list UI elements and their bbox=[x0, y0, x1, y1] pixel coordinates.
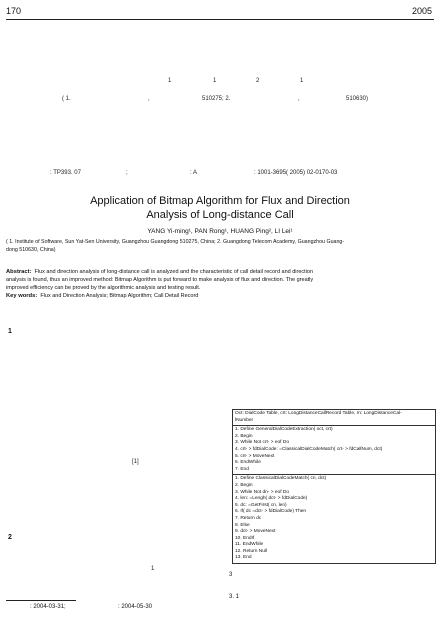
code-line: 5. crt- > MoveNext bbox=[235, 453, 275, 459]
code-line: 8. Else bbox=[235, 522, 250, 528]
classical-dialcode-match-block bbox=[233, 474, 435, 563]
english-title-line-2: Analysis of Long-distance Call bbox=[146, 209, 294, 221]
author-sup-4: 1 bbox=[300, 78, 304, 84]
abstract-line-1: Flux and direction analysis of long-distance call is analyzed and the characteristic of call detail record and direction bbox=[34, 269, 314, 275]
english-authors: YANG Yi-ming¹, PAN Rong¹, HUANG Ping², LI Lei¹ bbox=[147, 228, 293, 235]
header-rule bbox=[6, 19, 434, 20]
code-line: 4. crt- > fdDialCode: =ClassicalDialCodeMatch( crt- > fdCallNum, dct) bbox=[235, 446, 383, 452]
affiliation-line-1: ( 1. Institute of Software, Sun Yat-Sen University, Guangzhou Guangdong 510275, China; 2. Guangdong Telecom Academy, Guangzhou Guang- bbox=[6, 239, 345, 245]
section-1-heading: 1 bbox=[8, 328, 12, 335]
code-line: 6. If( dc =dct- > fdDialCode) Then bbox=[235, 509, 307, 515]
document-code: : A bbox=[190, 170, 198, 176]
legend-line: Oct: DialCode Table, crt: LongDistanceCallRecord Table, rn: LongDistanceCal- bbox=[235, 411, 402, 416]
inline-number-3: 3 bbox=[229, 572, 233, 578]
keywords-label: Key words: bbox=[6, 293, 38, 299]
inline-number-1: 1 bbox=[151, 566, 155, 572]
keywords-text: Flux and Direction Analysis; Bitmap Algorithm; Call Detail Record bbox=[40, 293, 199, 299]
affiliation-line-2: dong 510630, China) bbox=[6, 247, 56, 253]
general-dialcode-extraction-block bbox=[233, 426, 435, 474]
footnote-rule bbox=[6, 600, 76, 601]
article-number: : 1001-3695( 2005) 02-0170-03 bbox=[254, 170, 338, 176]
revised-date: : 2004-05-30 bbox=[118, 604, 153, 610]
code-line: 2. Begin bbox=[235, 433, 253, 439]
abstract-line-2: analysis is found, thus an improved method: Bitmap Algorithm is put forward to make analysis of flux and direction. The greatly bbox=[6, 277, 314, 283]
code-line: 9. dct- > MoveNext bbox=[235, 529, 276, 535]
received-date: : 2004-03-31; bbox=[30, 604, 66, 610]
code-line: 1. Define GeneralDialCodeExtraction( oct, crt) bbox=[235, 427, 333, 433]
code-line: 3. While Not dn- > eof Do bbox=[235, 489, 289, 495]
abstract-line-3: improved efficiency can be proved by the algorithmic analysis and testing result. bbox=[6, 285, 201, 291]
code-line: 6. EndWhile bbox=[235, 460, 261, 466]
code-line: 1. Define ClassicalDialCodeMatch( cn, dct) bbox=[235, 476, 327, 482]
code-line: 4. len: =Lengh( dct- > fdDialCode) bbox=[235, 496, 308, 502]
english-title-line-1: Application of Bitmap Algorithm for Flux and Direction bbox=[90, 195, 350, 207]
clc-number: : TP393. 07 bbox=[50, 170, 81, 176]
abstract-label: Abstract: bbox=[6, 269, 32, 275]
affil-cn-part-c: 510275; 2. bbox=[202, 96, 231, 102]
code-line: 13. End bbox=[235, 555, 252, 561]
code-line: 7. Return dc bbox=[235, 515, 262, 521]
abstract-block bbox=[6, 268, 432, 300]
affil-cn-part-d: , bbox=[298, 96, 300, 102]
code-line: 12. Return Null bbox=[235, 548, 267, 554]
code-line: 2. Begin bbox=[235, 482, 253, 488]
legend-line: lNumber bbox=[235, 417, 254, 423]
algorithm-legend bbox=[233, 410, 435, 426]
citation-ref: [1] bbox=[132, 459, 139, 465]
affil-cn-part-b: , bbox=[148, 96, 150, 102]
section-3-1-heading: 3. 1 bbox=[229, 594, 240, 600]
code-line: 3. While Not crt- > eof Do bbox=[235, 440, 289, 446]
affil-cn-part-a: ( 1. bbox=[62, 96, 71, 102]
author-sup-2: 1 bbox=[213, 78, 217, 84]
code-line: 7. End bbox=[235, 466, 249, 472]
affil-cn-part-e: 510630) bbox=[346, 96, 369, 102]
code-line: 5. dc: =GetFirst( cn, len) bbox=[235, 502, 287, 508]
english-affiliation bbox=[6, 238, 432, 254]
section-2-heading: 2 bbox=[8, 534, 12, 541]
author-sup-3: 2 bbox=[256, 78, 260, 84]
algorithm-box bbox=[232, 409, 436, 564]
code-line: 10. EndIf bbox=[235, 535, 255, 541]
code-line: 11. EndWhile bbox=[235, 542, 264, 548]
journal-year: 2005 bbox=[411, 6, 432, 16]
author-sup-1: 1 bbox=[168, 78, 172, 84]
page-number: 170 bbox=[6, 6, 22, 16]
meta-separator: ; bbox=[126, 170, 128, 176]
